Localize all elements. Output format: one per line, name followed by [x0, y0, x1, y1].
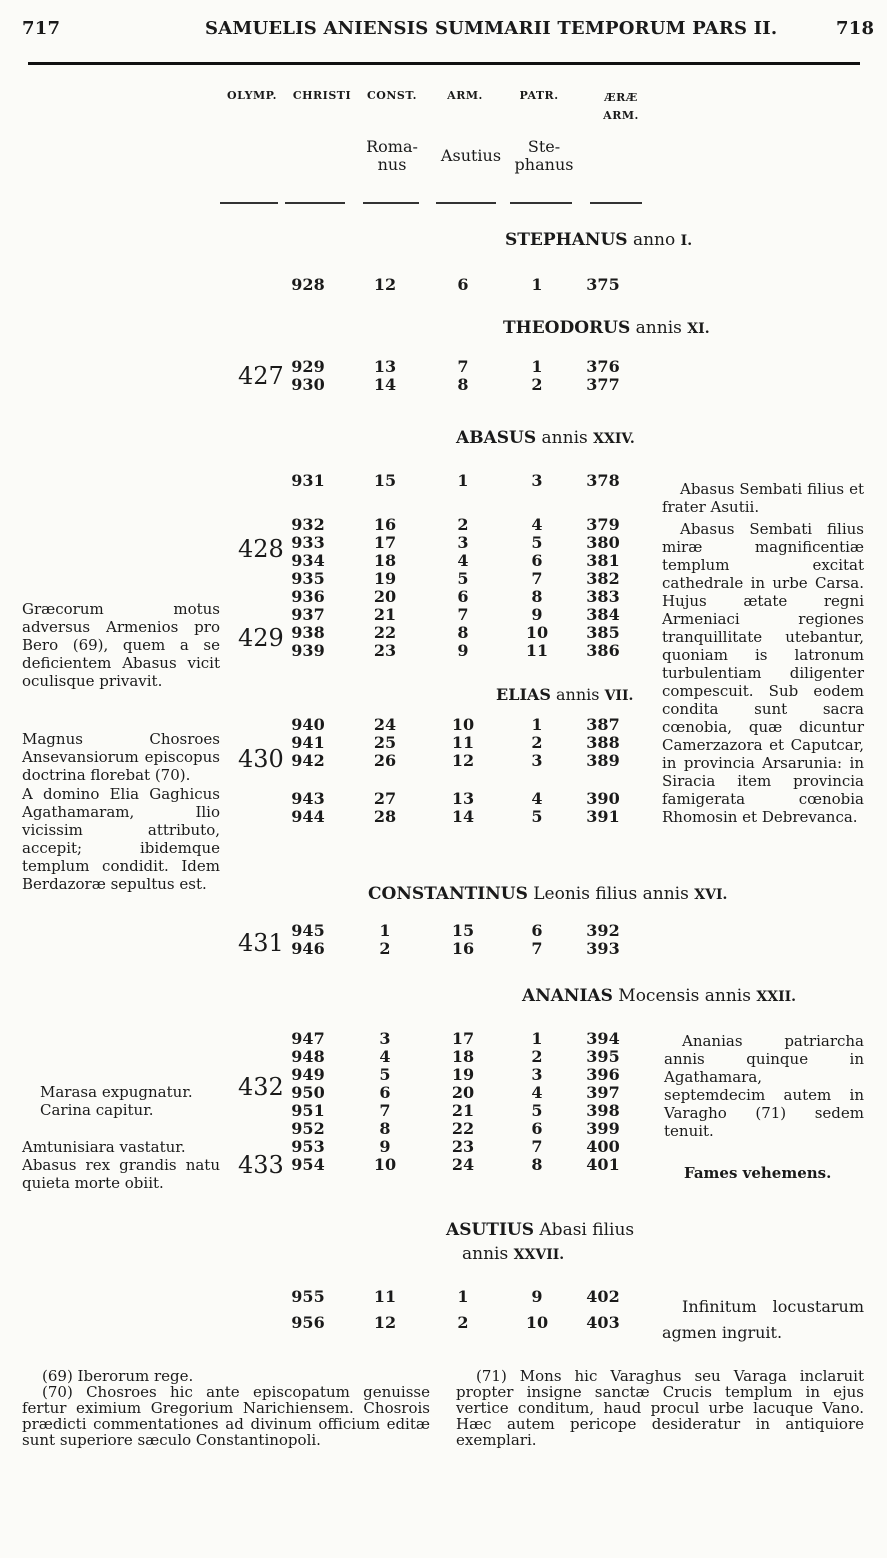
cell-christi: 937	[291, 605, 325, 624]
olympiad-number: 431	[238, 929, 284, 957]
section-years: XXII.	[756, 989, 797, 1005]
cell-patr: 8	[531, 587, 543, 606]
running-title: SAMUELIS ANIENSIS SUMMARII TEMPORUM PARS II.	[205, 18, 778, 39]
cell-const: 8	[379, 1119, 391, 1138]
col-header-patr: PATR.	[519, 89, 559, 102]
cell-arm: 11	[451, 733, 475, 752]
section-years: VII.	[604, 688, 634, 704]
col-name-patr	[512, 138, 576, 174]
cell-christi: 948	[291, 1047, 325, 1066]
cell-patr: 2	[531, 375, 543, 394]
cell-aerae: 379	[586, 515, 620, 534]
cell-aerae: 387	[586, 715, 620, 734]
cell-christi: 950	[291, 1083, 325, 1102]
left-note: Græcorum motus adversus Armenios pro Bero (69), quem a se deficientem Abasus vicit oculisque privavit.	[22, 600, 220, 690]
cell-aerae: 388	[586, 733, 620, 752]
col-header-aerae	[596, 89, 646, 125]
right-note: Infinitum locustarum agmen ingruit.	[662, 1297, 864, 1342]
section-years: XXIV.	[593, 431, 635, 447]
olympiad-number: 428	[238, 535, 284, 563]
section-rest: annis	[630, 318, 688, 338]
cell-christi: 933	[291, 533, 325, 552]
left-note: A domino Elia Gaghicus Agathamaram, Ilio vicissim attributo, accepit; ibidemque templum condidit. Idem Berdazoræ sepultus est.	[22, 785, 220, 893]
cell-arm: 21	[451, 1101, 475, 1120]
cell-patr: 10	[525, 1313, 549, 1332]
section-name: ASUTIUS	[446, 1220, 534, 1240]
cell-aerae: 385	[586, 623, 620, 642]
cell-const: 13	[373, 357, 397, 376]
cell-const: 10	[373, 1155, 397, 1174]
cell-patr: 4	[531, 789, 543, 808]
cell-const: 9	[379, 1137, 391, 1156]
cell-christi: 935	[291, 569, 325, 588]
olympiad-number: 433	[238, 1151, 284, 1179]
cell-patr: 5	[531, 533, 543, 552]
footnote-71: (71) Mons hic Varaghus seu Varaga inclaruit propter insigne sanctæ Crucis templum in ejus vertice conditum, haud procul urbe lacuque Vano. Hæc autem pericope desideratur in antiquiore exemplari.	[456, 1367, 864, 1449]
cell-christi: 936	[291, 587, 325, 606]
cell-const: 14	[373, 375, 397, 394]
cell-patr: 8	[531, 1155, 543, 1174]
section-heading	[368, 884, 727, 904]
cell-patr: 4	[531, 515, 543, 534]
section-rest: anno	[627, 230, 681, 250]
cell-aerae: 376	[586, 357, 620, 376]
olympiad-number: 429	[238, 624, 284, 652]
cell-aerae: 403	[586, 1313, 620, 1332]
cell-christi: 945	[291, 921, 325, 940]
page-number-left: 717	[22, 18, 61, 39]
cell-patr: 2	[531, 1047, 543, 1066]
cell-aerae: 381	[586, 551, 620, 570]
page-number-right: 718	[836, 18, 875, 39]
cell-arm: 14	[451, 807, 475, 826]
col-header-christi: CHRISTI	[292, 89, 352, 102]
cell-christi: 928	[291, 275, 325, 294]
cell-aerae: 392	[586, 921, 620, 940]
cell-arm: 12	[451, 751, 475, 770]
cell-christi: 930	[291, 375, 325, 394]
section-rest: annis	[536, 428, 594, 448]
col-header-aerae-line1: ÆRÆ	[604, 91, 638, 104]
cell-arm: 9	[457, 641, 469, 660]
cell-const: 2	[379, 939, 391, 958]
section-rest: annis	[550, 685, 605, 704]
cell-christi: 940	[291, 715, 325, 734]
section-name: THEODORUS	[503, 318, 631, 338]
cell-const: 12	[373, 275, 397, 294]
cell-const: 16	[373, 515, 397, 534]
cell-christi: 949	[291, 1065, 325, 1084]
section-heading	[456, 428, 635, 448]
cell-aerae: 383	[586, 587, 620, 606]
footnote-69: (69) Iberorum rege.	[42, 1367, 194, 1385]
cell-aerae: 378	[586, 471, 620, 490]
cell-const: 11	[373, 1287, 397, 1306]
cell-arm: 8	[457, 375, 469, 394]
cell-arm: 7	[457, 605, 469, 624]
section-name: ANANIAS	[522, 986, 613, 1006]
cell-const: 15	[373, 471, 397, 490]
cell-aerae: 393	[586, 939, 620, 958]
left-note: Carina capitur.	[40, 1101, 154, 1119]
cell-arm: 8	[457, 623, 469, 642]
col-name-const-line2: nus	[377, 155, 407, 174]
header-rule	[28, 62, 860, 65]
footnote-70: (70) Chosroes hic ante episcopatum genuisse fertur eximium Gregorium Narichiensem. Chosrois prædicti commentationes ad divinum officium editæ sunt superiore sæculo Constantinopoli.	[22, 1383, 430, 1449]
cell-const: 12	[373, 1313, 397, 1332]
col-underline	[590, 202, 642, 204]
cell-arm: 18	[451, 1047, 475, 1066]
cell-arm: 19	[451, 1065, 475, 1084]
cell-aerae: 394	[586, 1029, 620, 1048]
section-name: ELIAS	[496, 685, 551, 704]
cell-const: 3	[379, 1029, 391, 1048]
cell-arm: 7	[457, 357, 469, 376]
cell-const: 28	[373, 807, 397, 826]
cell-christi: 938	[291, 623, 325, 642]
cell-const: 7	[379, 1101, 391, 1120]
cell-christi: 944	[291, 807, 325, 826]
cell-arm: 22	[451, 1119, 475, 1138]
section-heading	[505, 230, 692, 250]
section-years: XI.	[687, 321, 710, 337]
col-name-const-line1: Roma-	[366, 137, 418, 156]
cell-patr: 3	[531, 471, 543, 490]
cell-const: 6	[379, 1083, 391, 1102]
right-note: Abasus Sembati filius et frater Asutii.	[662, 480, 864, 516]
olympiad-number: 432	[238, 1073, 284, 1101]
cell-aerae: 391	[586, 807, 620, 826]
cell-aerae: 390	[586, 789, 620, 808]
col-name-patr-line2: phanus	[514, 155, 574, 174]
section-heading	[503, 318, 710, 338]
cell-aerae: 400	[586, 1137, 620, 1156]
olympiad-number: 430	[238, 745, 284, 773]
cell-arm: 4	[457, 551, 469, 570]
col-name-const	[362, 138, 422, 174]
footnotes-left	[22, 1368, 430, 1448]
cell-christi: 943	[291, 789, 325, 808]
cell-patr: 10	[525, 623, 549, 642]
col-underline	[510, 202, 572, 204]
section-name: CONSTANTINUS	[368, 884, 528, 904]
cell-arm: 2	[457, 1313, 469, 1332]
cell-const: 26	[373, 751, 397, 770]
col-header-olymp: OLYMP.	[227, 89, 277, 102]
cell-arm: 1	[457, 471, 469, 490]
cell-arm: 23	[451, 1137, 475, 1156]
cell-const: 4	[379, 1047, 391, 1066]
cell-patr: 11	[525, 641, 549, 660]
cell-arm: 16	[451, 939, 475, 958]
section-heading	[496, 685, 633, 704]
cell-patr: 1	[531, 1029, 543, 1048]
col-header-aerae-line2: ARM.	[603, 109, 639, 122]
right-note: Abasus Sembati filius miræ magnificentiæ templum excitat cathedrale in urbe Carsa. Hujus ætate regni Armeniaci regiones tranquillitate utebantur, quoniam is latronum turbulentiam diligenter compescuit. Sub eodem condita sunt sacra cœnobia, quæ dicuntur Camerzazora et Caputcar, in provincia Arsarunia: in Siracia item provincia famigerata cœnobia Rhomosin et Debrevanca.	[662, 520, 864, 826]
cell-patr: 9	[531, 1287, 543, 1306]
col-underline	[363, 202, 419, 204]
cell-const: 21	[373, 605, 397, 624]
cell-christi: 934	[291, 551, 325, 570]
cell-christi: 953	[291, 1137, 325, 1156]
col-name-patr-line1: Ste-	[527, 137, 561, 156]
cell-const: 20	[373, 587, 397, 606]
cell-patr: 7	[531, 1137, 543, 1156]
col-underline	[285, 202, 345, 204]
cell-const: 17	[373, 533, 397, 552]
cell-arm: 6	[457, 587, 469, 606]
cell-patr: 6	[531, 551, 543, 570]
cell-patr: 3	[531, 1065, 543, 1084]
cell-aerae: 401	[586, 1155, 620, 1174]
cell-patr: 1	[531, 357, 543, 376]
cell-patr: 6	[531, 921, 543, 940]
col-underline	[220, 202, 278, 204]
left-note: Magnus Chosroes Ansevansiorum episcopus doctrina florebat (70).	[22, 730, 220, 784]
cell-christi: 942	[291, 751, 325, 770]
cell-arm: 17	[451, 1029, 475, 1048]
col-header-arm: ARM.	[447, 89, 483, 102]
cell-christi: 951	[291, 1101, 325, 1120]
cell-arm: 3	[457, 533, 469, 552]
cell-arm: 24	[451, 1155, 475, 1174]
section-name: STEPHANUS	[505, 230, 628, 250]
cell-patr: 6	[531, 1119, 543, 1138]
cell-const: 5	[379, 1065, 391, 1084]
col-header-const: CONST.	[367, 89, 417, 102]
cell-aerae: 377	[586, 375, 620, 394]
col-name-arm: Asutius	[440, 146, 502, 165]
cell-christi: 946	[291, 939, 325, 958]
cell-christi: 952	[291, 1119, 325, 1138]
cell-christi: 941	[291, 733, 325, 752]
cell-christi: 939	[291, 641, 325, 660]
section-rest: Leonis filius annis	[527, 884, 695, 904]
cell-patr: 5	[531, 807, 543, 826]
cell-arm: 6	[457, 275, 469, 294]
cell-aerae: 380	[586, 533, 620, 552]
cell-patr: 1	[531, 275, 543, 294]
section-years: XVI.	[694, 887, 728, 903]
left-note: Abasus rex grandis natu quieta morte obiit.	[22, 1156, 220, 1192]
right-note: Ananias patriarcha annis quinque in Agathamara, septemdecim autem in Varagho (71) sedem tenuit.	[664, 1032, 864, 1140]
cell-patr: 7	[531, 569, 543, 588]
cell-patr: 7	[531, 939, 543, 958]
cell-aerae: 382	[586, 569, 620, 588]
cell-christi: 947	[291, 1029, 325, 1048]
cell-christi: 954	[291, 1155, 325, 1174]
section-years: XXVII.	[513, 1247, 565, 1263]
cell-aerae: 386	[586, 641, 620, 660]
cell-arm: 13	[451, 789, 475, 808]
cell-arm: 2	[457, 515, 469, 534]
cell-const: 22	[373, 623, 397, 642]
section-heading	[446, 1218, 634, 1267]
cell-patr: 4	[531, 1083, 543, 1102]
section-rest: annis	[462, 1244, 514, 1264]
cell-const: 27	[373, 789, 397, 808]
cell-patr: 1	[531, 715, 543, 734]
cell-christi: 955	[291, 1287, 325, 1306]
section-years: I.	[680, 233, 693, 249]
cell-patr: 5	[531, 1101, 543, 1120]
left-note: Amtunisiara vastatur.	[22, 1138, 186, 1156]
right-note: Fames vehemens.	[684, 1164, 832, 1182]
cell-const: 1	[379, 921, 391, 940]
cell-patr: 9	[531, 605, 543, 624]
cell-aerae: 397	[586, 1083, 620, 1102]
cell-christi: 956	[291, 1313, 325, 1332]
cell-const: 25	[373, 733, 397, 752]
cell-arm: 1	[457, 1287, 469, 1306]
cell-const: 24	[373, 715, 397, 734]
cell-aerae: 389	[586, 751, 620, 770]
section-rest: Abasi filius	[534, 1220, 635, 1240]
cell-patr: 3	[531, 751, 543, 770]
cell-aerae: 395	[586, 1047, 620, 1066]
cell-const: 23	[373, 641, 397, 660]
cell-aerae: 398	[586, 1101, 620, 1120]
cell-arm: 15	[451, 921, 475, 940]
cell-patr: 2	[531, 733, 543, 752]
col-underline	[436, 202, 496, 204]
cell-christi: 931	[291, 471, 325, 490]
olympiad-number: 427	[238, 362, 284, 390]
cell-aerae: 402	[586, 1287, 620, 1306]
cell-aerae: 384	[586, 605, 620, 624]
cell-const: 18	[373, 551, 397, 570]
section-heading	[522, 986, 796, 1006]
cell-arm: 10	[451, 715, 475, 734]
cell-christi: 929	[291, 357, 325, 376]
cell-christi: 932	[291, 515, 325, 534]
cell-aerae: 375	[586, 275, 620, 294]
left-note: Marasa expugnatur.	[40, 1083, 193, 1101]
footnotes-right	[456, 1368, 864, 1448]
cell-const: 19	[373, 569, 397, 588]
section-name: ABASUS	[456, 428, 537, 448]
section-rest: Mocensis annis	[612, 986, 757, 1006]
cell-aerae: 399	[586, 1119, 620, 1138]
cell-aerae: 396	[586, 1065, 620, 1084]
cell-arm: 20	[451, 1083, 475, 1102]
cell-arm: 5	[457, 569, 469, 588]
